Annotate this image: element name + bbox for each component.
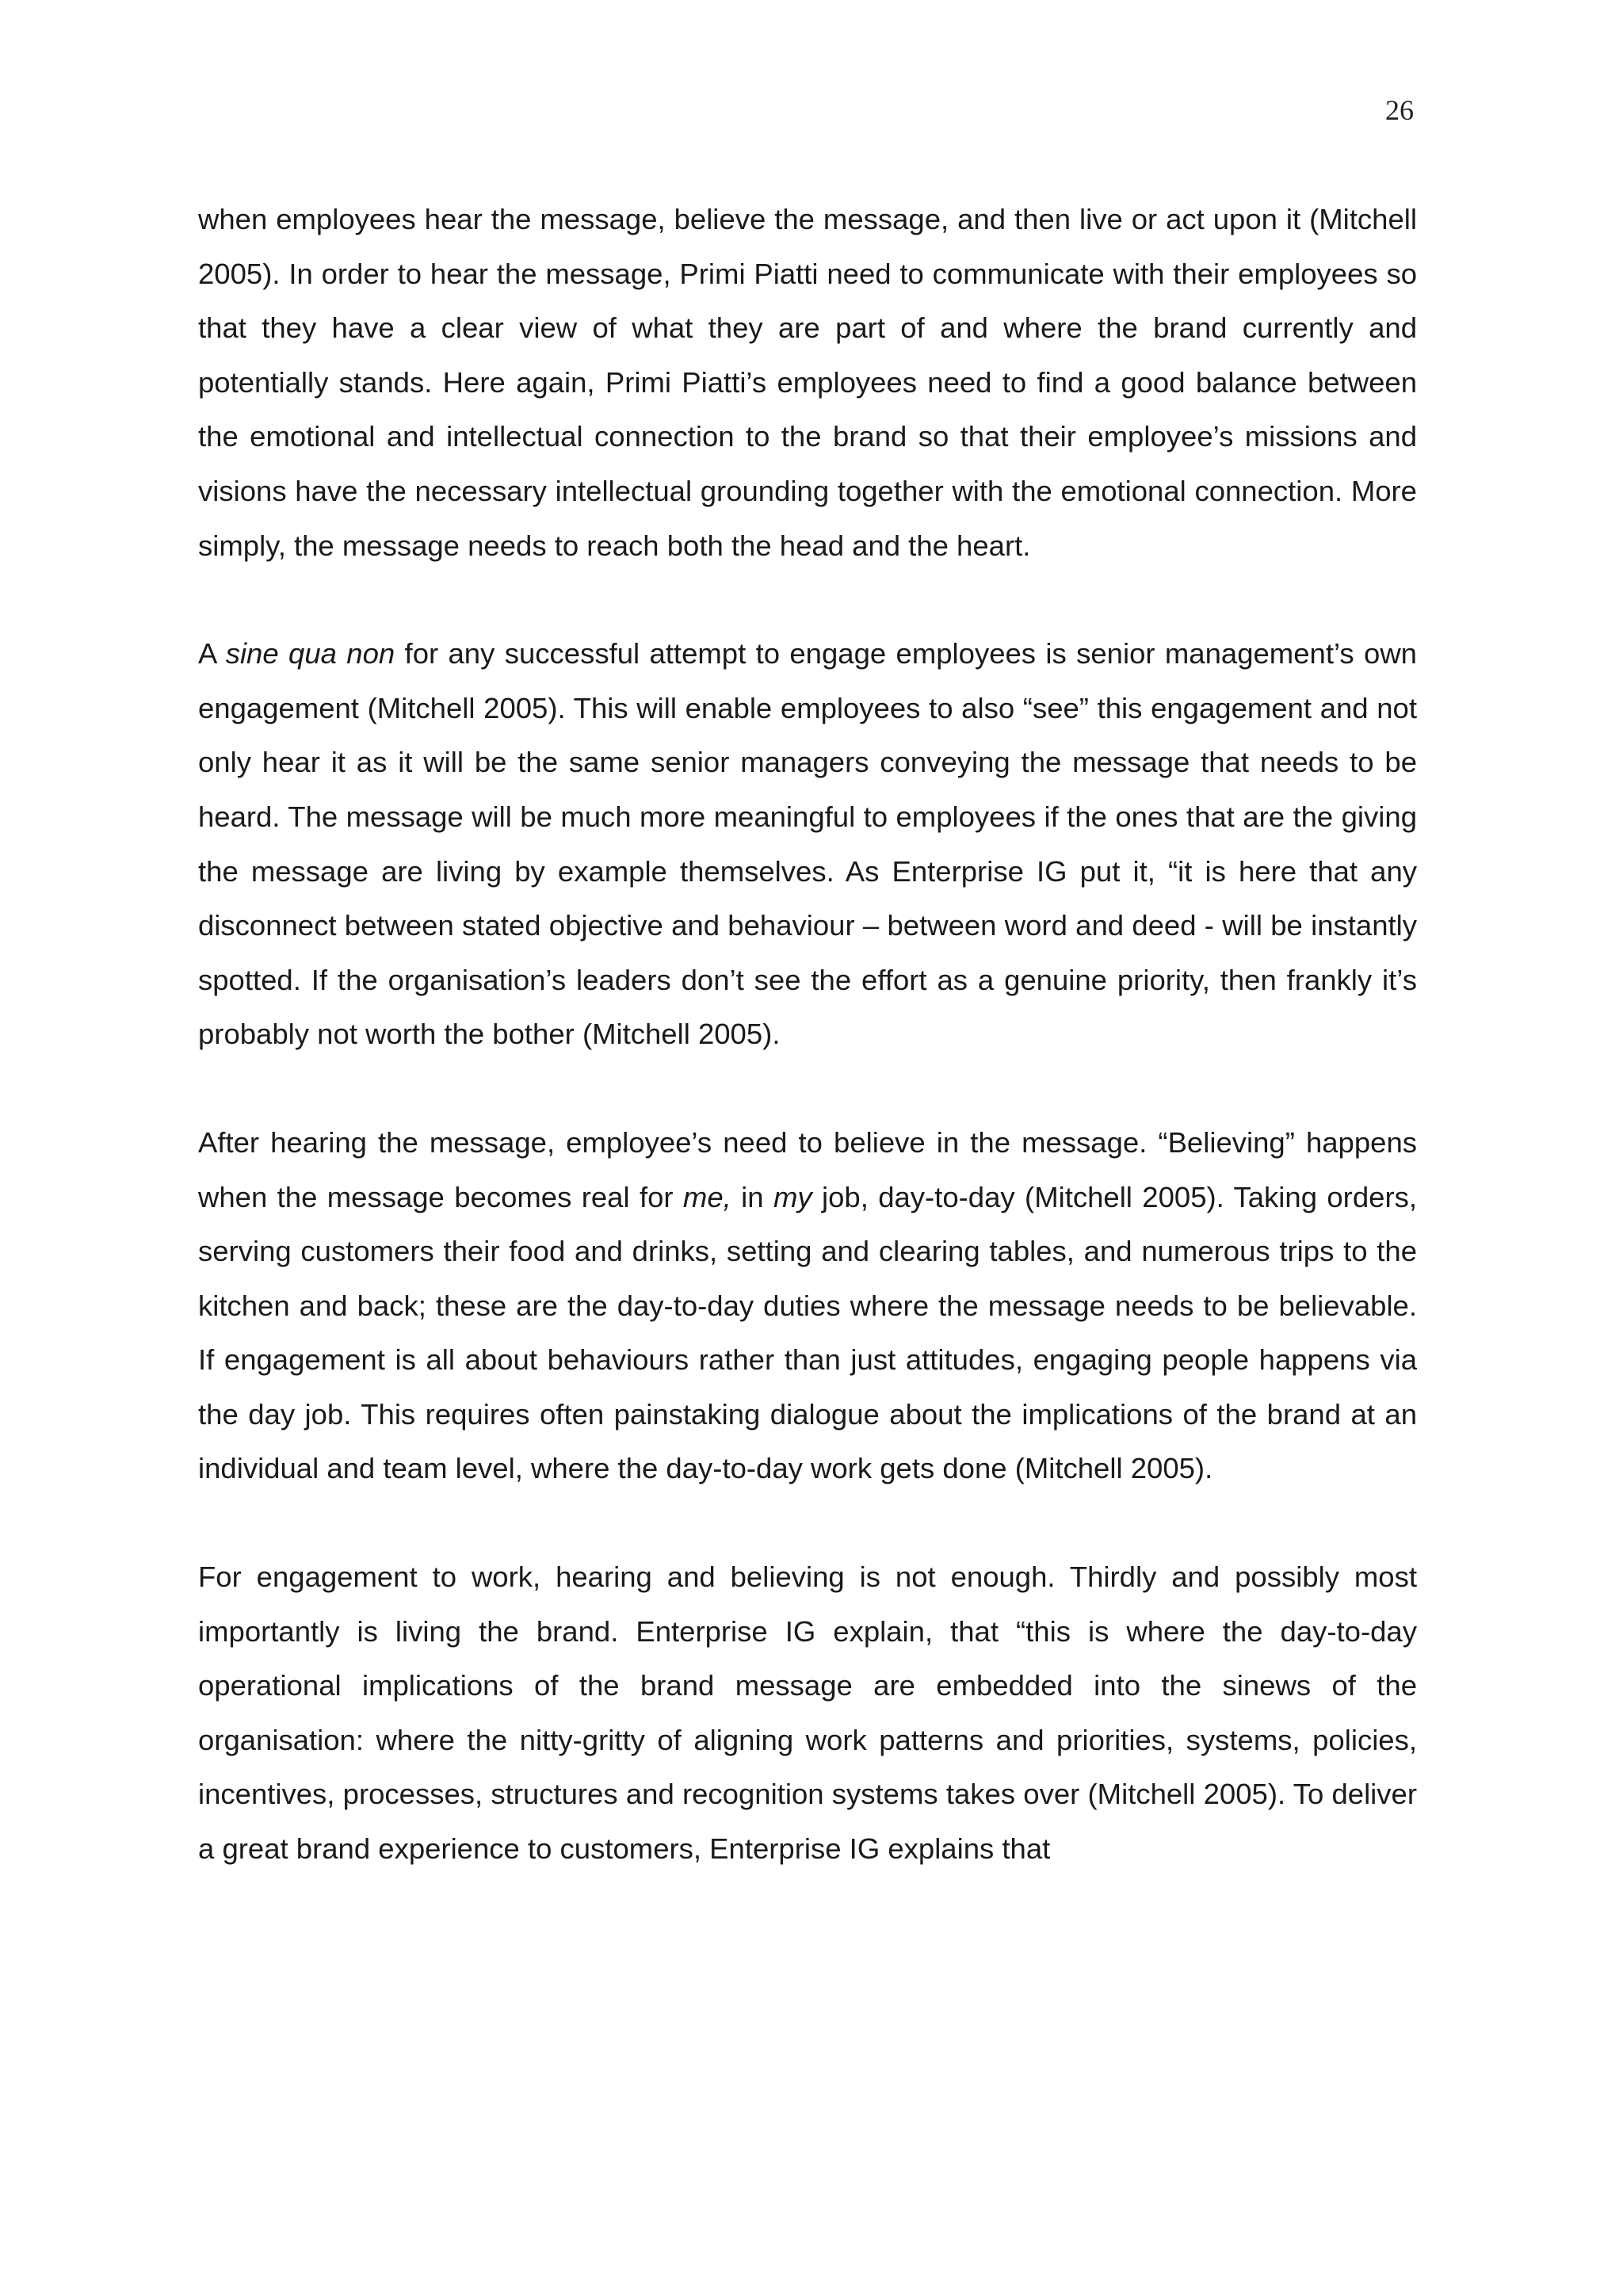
paragraph-3-text: job, day-to-day (Mitchell 2005). Taking orders, serving customers their food and drinks, setting and clearing tables, and numerous trips to the kitchen and back; these are the day-to-day duties where the message needs to be believable. If engagement is all about behaviours rather than just attitudes, engaging people happens via the day job. This requires often painstaking dialogue about the implications of the brand at an individual and team level, where the day-to-day work gets done (Mitchell 2005).	[198, 1180, 1417, 1485]
page-number: 26	[1385, 94, 1414, 126]
paragraph-3-italic-me: me,	[682, 1180, 731, 1213]
paragraph-2-italic: sine qua non	[225, 637, 395, 670]
paragraph-3-italic-my: my	[773, 1180, 812, 1213]
paragraph-2-text: for any successful attempt to engage employees is senior management’s own engagement (Mitchell 2005). This will enable employees to also “see” this engagement and not only hear it as it will be the same senior managers conveying the message that needs to be heard. The message will be much more meaningful to employees if the ones that are the giving the message are living by example themselves. As Enterprise IG put it, “it is here that any disconnect between stated objective and behaviour – between word and deed - will be instantly spotted. If the organisation’s leaders don’t see the effort as a genuine priority, then frankly it’s probably not worth the bother (Mitchell 2005).	[198, 637, 1417, 1051]
paragraph-1	[198, 193, 1417, 573]
paragraph-3	[198, 1116, 1417, 1496]
paragraph-3-mid: in	[731, 1180, 773, 1213]
paragraph-1-text: when employees hear the message, believe the message, and then live or act upon it (Mitchell 2005). In order to hear the message, Primi Piatti need to communicate with their employees so that they have a clear view of what they are part of and where the brand currently and potentially stands. Here again, Primi Piatti’s employees need to find a good balance between the emotional and intellectual connection to the brand so that their employee’s missions and visions have the necessary intellectual grounding together with the emotional connection. More simply, the message needs to reach both the head and the heart.	[198, 203, 1417, 562]
paragraph-2	[198, 627, 1417, 1062]
paragraph-3-lead: After hearing the message, employee’s need to believe in the message. “Believing” happens when the message becomes real for	[198, 1125, 1417, 1213]
document-body	[198, 193, 1417, 1931]
paragraph-2-lead: A	[198, 637, 226, 670]
paragraph-4-text: For engagement to work, hearing and believing is not enough. Thirdly and possibly most importantly is living the brand. Enterprise IG explain, that “this is where the day-to-day operational implications of the brand message are embedded into the sinews of the organisation: where the nitty-gritty of aligning work patterns and priorities, systems, policies, incentives, processes, structures and recognition systems takes over (Mitchell 2005). To deliver a great brand experience to customers, Enterprise IG explains that	[198, 1561, 1417, 1866]
paragraph-4	[198, 1550, 1417, 1877]
